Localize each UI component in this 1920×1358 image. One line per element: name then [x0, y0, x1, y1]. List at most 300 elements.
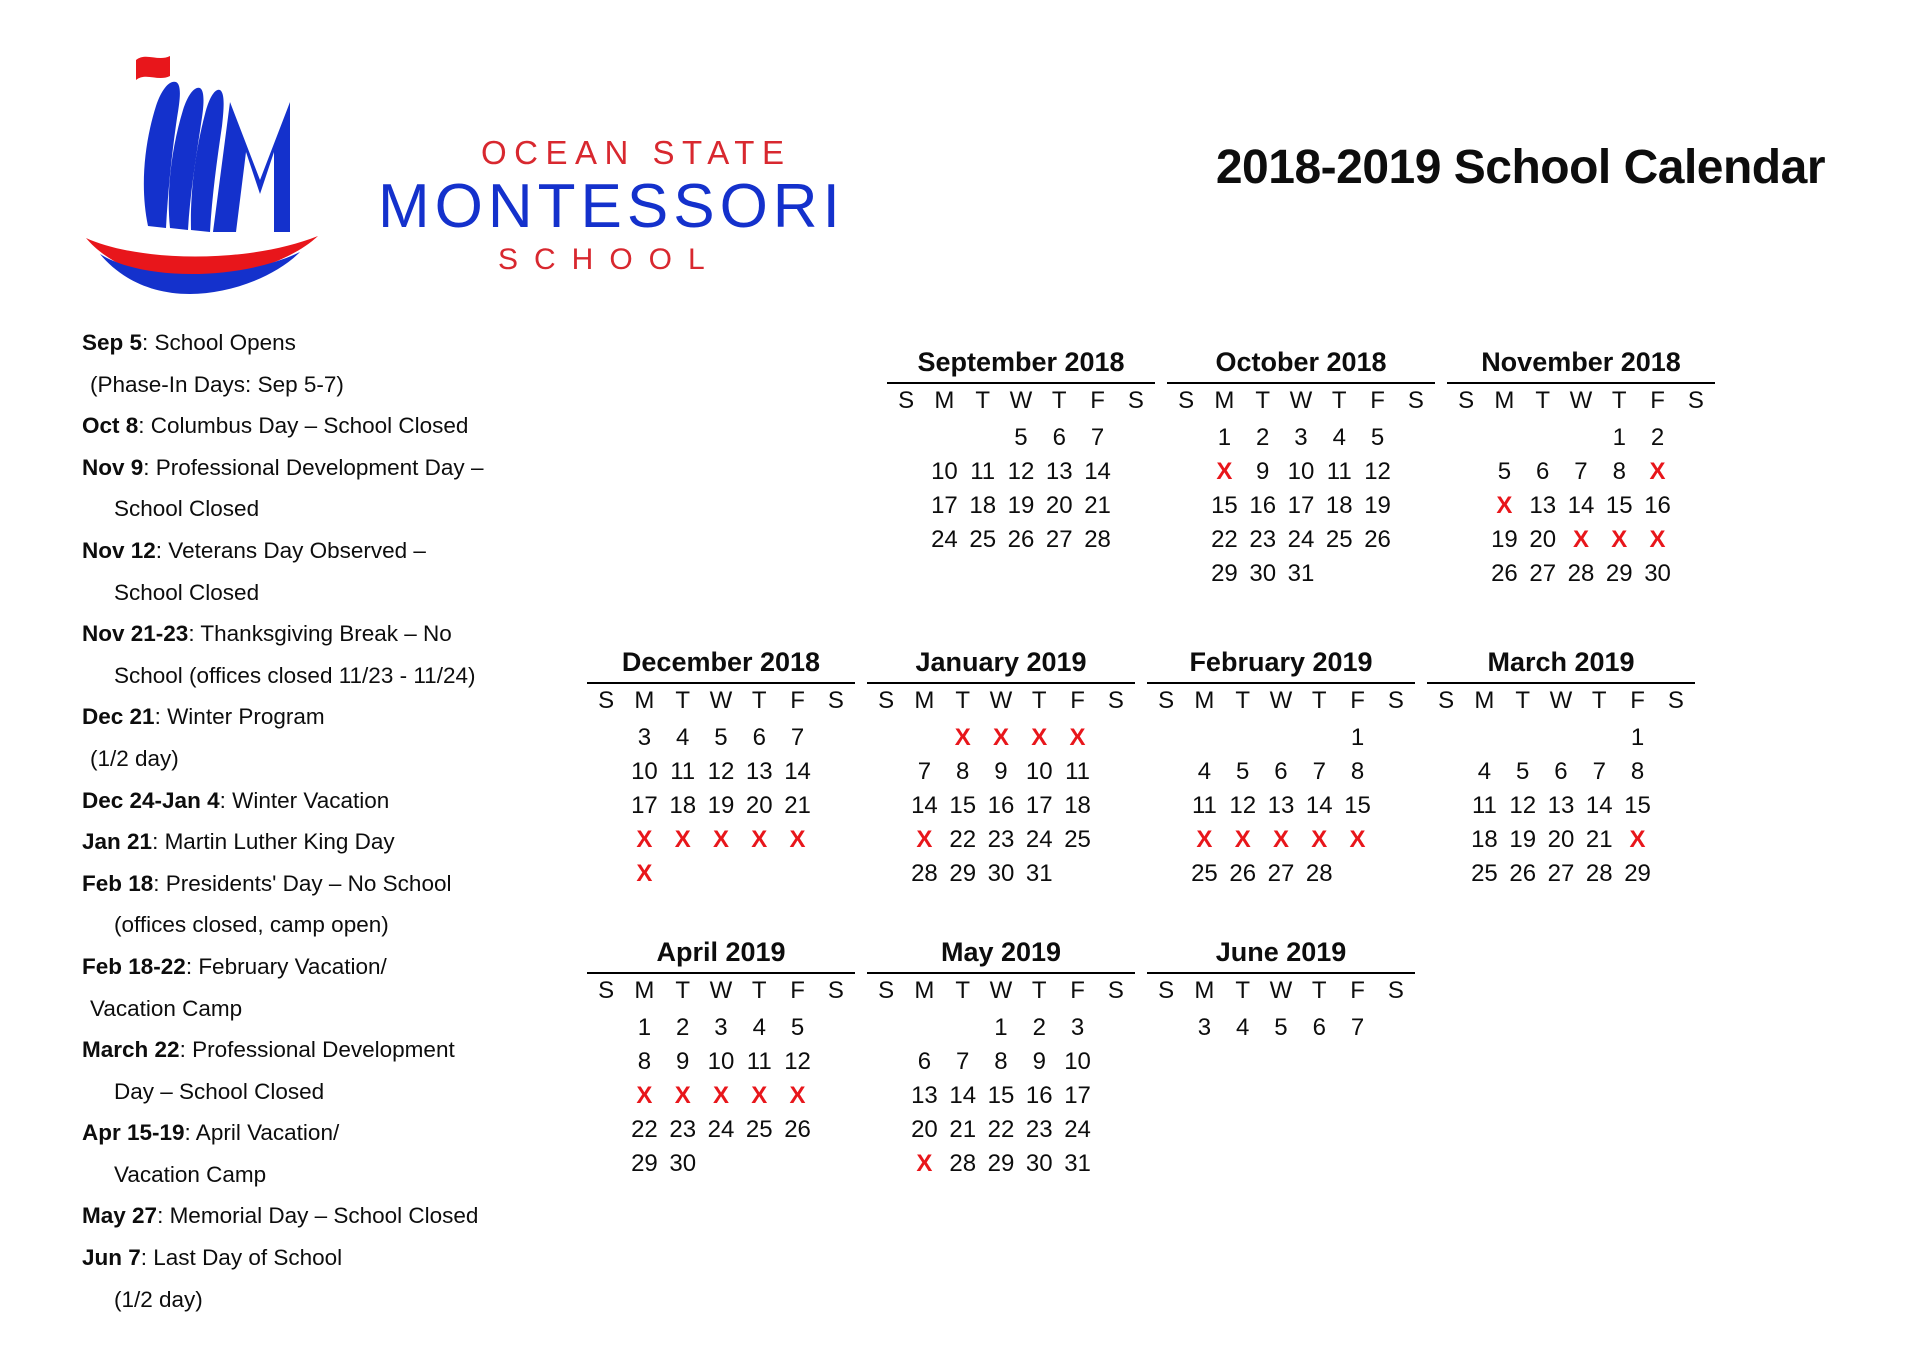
day-cell-closed[interactable]: X — [1216, 458, 1233, 486]
day-cell-empty — [587, 857, 625, 891]
day-cell[interactable]: 29 — [1624, 860, 1651, 888]
day-cell[interactable]: 19 — [707, 792, 735, 820]
day-cell[interactable]: 28 — [1305, 860, 1333, 888]
month-day-grid — [1147, 976, 1415, 1045]
key-date-description: : Veterans Day Observed – — [155, 537, 426, 563]
day-cell[interactable]: 29 — [987, 1150, 1015, 1178]
day-cell[interactable]: 31 — [1025, 860, 1053, 888]
day-cell[interactable]: 23 — [669, 1116, 697, 1144]
day-cell[interactable]: 25 — [969, 526, 997, 554]
day-cell[interactable]: 19 — [1491, 526, 1518, 554]
day-cell[interactable]: 4 — [1332, 424, 1346, 452]
day-cell[interactable]: 22 — [949, 826, 977, 854]
day-cell-closed[interactable]: X — [1649, 526, 1666, 554]
day-cell[interactable]: 28 — [1567, 560, 1595, 588]
day-cell-empty — [587, 721, 625, 755]
day-cell-empty — [1167, 523, 1205, 557]
weekday-header: T — [1311, 687, 1327, 715]
day-cell[interactable]: 10 — [707, 1048, 735, 1076]
day-cell-closed[interactable]: X — [1272, 826, 1289, 854]
day-cell[interactable]: 13 — [911, 1082, 938, 1110]
day-cell-closed[interactable]: X — [992, 724, 1009, 752]
weekday-header: S — [1127, 387, 1144, 415]
day-cell[interactable]: 17 — [1025, 792, 1053, 820]
week-row — [887, 455, 1155, 489]
day-cell-empty — [1097, 1011, 1135, 1045]
day-cell[interactable]: 25 — [1064, 826, 1091, 854]
day-cell-empty — [1447, 421, 1485, 455]
day-cell[interactable]: 10 — [1064, 1048, 1091, 1076]
day-cell-closed[interactable]: X — [789, 1082, 806, 1110]
day-cell-closed[interactable]: X — [1234, 826, 1251, 854]
day-cell[interactable]: 28 — [1585, 860, 1613, 888]
day-cell[interactable]: 7 — [1574, 458, 1588, 486]
day-cell-closed[interactable]: X — [751, 826, 768, 854]
day-cell[interactable]: 2 — [1032, 1014, 1046, 1042]
weekday-header: F — [1070, 977, 1085, 1005]
day-cell[interactable]: 20 — [1529, 526, 1557, 554]
day-cell-empty — [1185, 721, 1223, 755]
day-cell[interactable]: 23 — [1025, 1116, 1053, 1144]
day-cell-closed[interactable]: X — [636, 826, 653, 854]
day-cell-empty — [867, 857, 905, 891]
day-cell-closed[interactable]: X — [636, 860, 653, 888]
day-cell-empty — [1504, 721, 1542, 755]
day-cell[interactable]: 14 — [1585, 792, 1613, 820]
day-cell[interactable]: 5 — [1274, 1014, 1288, 1042]
day-cell[interactable]: 27 — [1529, 560, 1557, 588]
day-cell[interactable]: 17 — [1064, 1082, 1091, 1110]
day-cell-closed[interactable]: X — [1196, 826, 1213, 854]
day-cell[interactable]: 12 — [707, 758, 735, 786]
weekday-header: S — [598, 977, 615, 1005]
day-cell[interactable]: 5 — [1236, 758, 1250, 786]
day-cell-empty — [1262, 721, 1300, 755]
day-cell[interactable]: 13 — [1267, 792, 1295, 820]
day-cell[interactable]: 13 — [1045, 458, 1073, 486]
day-cell-closed[interactable]: X — [751, 1082, 768, 1110]
day-cell[interactable]: 3 — [1197, 1014, 1212, 1042]
day-cell[interactable]: 1 — [1217, 424, 1232, 452]
day-cell[interactable]: 30 — [987, 860, 1015, 888]
weekday-header-row — [1167, 386, 1435, 421]
day-cell[interactable]: 6 — [752, 724, 766, 752]
key-date-description: (offices closed, camp open) — [114, 912, 389, 938]
day-cell[interactable]: 6 — [1536, 458, 1550, 486]
day-cell-empty — [1397, 489, 1435, 523]
day-cell-closed[interactable]: X — [789, 826, 806, 854]
week-row — [587, 1113, 855, 1147]
day-cell-empty — [587, 1113, 625, 1147]
day-cell[interactable]: 16 — [1249, 492, 1277, 520]
day-cell[interactable]: 3 — [1070, 1014, 1085, 1042]
weekday-header: S — [827, 687, 844, 715]
month-block — [1147, 648, 1415, 891]
day-cell[interactable]: 13 — [745, 758, 773, 786]
day-cell[interactable]: 5 — [1497, 458, 1512, 486]
day-cell[interactable]: 5 — [1014, 424, 1028, 452]
day-cell-empty — [887, 523, 925, 557]
day-cell[interactable]: 26 — [1509, 860, 1537, 888]
day-cell[interactable]: 7 — [1312, 758, 1326, 786]
weekday-header: T — [1031, 977, 1047, 1005]
day-cell[interactable]: 7 — [1090, 424, 1105, 452]
day-cell[interactable]: 5 — [1370, 424, 1385, 452]
weekday-header: T — [1235, 687, 1251, 715]
day-cell[interactable]: 27 — [1547, 860, 1575, 888]
day-cell[interactable]: 13 — [1547, 792, 1575, 820]
key-date-label: May 27 — [82, 1203, 158, 1229]
day-cell[interactable]: 21 — [784, 792, 811, 820]
day-cell[interactable]: 4 — [1236, 1014, 1250, 1042]
day-cell[interactable]: 8 — [637, 1048, 652, 1076]
week-row — [867, 789, 1135, 823]
month-title-divider — [1427, 682, 1695, 684]
day-cell-empty — [1117, 489, 1155, 523]
day-cell[interactable]: 3 — [1294, 424, 1308, 452]
day-cell[interactable]: 1 — [994, 1014, 1008, 1042]
day-cell-closed[interactable]: X — [916, 826, 933, 854]
week-row — [1147, 721, 1415, 755]
day-cell-empty — [1677, 421, 1715, 455]
day-cell[interactable]: 19 — [1509, 826, 1537, 854]
day-cell[interactable]: 25 — [1325, 526, 1353, 554]
key-date-description: : Professional Development — [179, 1037, 455, 1063]
day-cell[interactable]: 1 — [1350, 724, 1365, 752]
day-cell[interactable]: 29 — [1605, 560, 1633, 588]
day-cell[interactable]: 29 — [631, 1150, 658, 1178]
day-cell[interactable]: 11 — [746, 1048, 772, 1076]
day-cell-empty — [1377, 857, 1415, 891]
week-row — [1167, 455, 1435, 489]
weekday-header-row — [887, 386, 1155, 421]
day-cell[interactable]: 1 — [637, 1014, 652, 1042]
day-cell[interactable]: 10 — [1025, 758, 1053, 786]
day-cell[interactable]: 9 — [1256, 458, 1270, 486]
day-cell[interactable]: 14 — [784, 758, 811, 786]
day-cell-empty — [1377, 721, 1415, 755]
day-cell[interactable]: 14 — [1305, 792, 1333, 820]
day-cell[interactable]: 20 — [745, 792, 773, 820]
week-row — [587, 1045, 855, 1079]
day-cell[interactable]: 1 — [1612, 424, 1626, 452]
day-cell[interactable]: 14 — [1567, 492, 1595, 520]
day-cell[interactable]: 11 — [1471, 792, 1497, 820]
day-cell[interactable]: 26 — [784, 1116, 811, 1144]
key-date-description: School Closed — [114, 496, 260, 522]
day-cell-empty — [887, 455, 925, 489]
weekday-header-row — [1447, 386, 1715, 421]
key-date-label: March 22 — [82, 1037, 180, 1063]
day-cell-empty — [1427, 789, 1465, 823]
day-cell[interactable]: 18 — [969, 492, 997, 520]
key-date-description: School Closed — [114, 579, 260, 605]
day-cell[interactable]: 30 — [1025, 1150, 1053, 1178]
day-cell-empty — [1485, 421, 1523, 455]
day-cell-empty — [1058, 857, 1096, 891]
month-day-grid — [867, 976, 1135, 1181]
month-day-grid — [587, 976, 855, 1181]
day-cell-empty — [587, 1147, 625, 1181]
weekday-header: F — [1650, 387, 1665, 415]
weekday-header: F — [1070, 687, 1085, 715]
day-cell-closed[interactable]: X — [1311, 826, 1328, 854]
key-date-label: Nov 9 — [82, 454, 144, 480]
day-cell[interactable]: 5 — [790, 1014, 805, 1042]
day-cell[interactable]: 24 — [1287, 526, 1315, 554]
day-cell[interactable]: 14 — [949, 1082, 977, 1110]
day-cell-empty — [867, 1045, 905, 1079]
weekday-header: T — [675, 977, 691, 1005]
day-cell[interactable]: 11 — [1065, 758, 1090, 786]
day-cell-empty — [1562, 421, 1600, 455]
day-cell[interactable]: 20 — [911, 1116, 938, 1144]
day-cell[interactable]: 6 — [917, 1048, 932, 1076]
key-date-label: Dec 21 — [82, 704, 155, 730]
day-cell-closed[interactable]: X — [1031, 724, 1048, 752]
day-cell[interactable]: 25 — [1471, 860, 1498, 888]
logo-line-school: SCHOOL — [498, 242, 721, 276]
month-title: November 2018 — [1481, 347, 1681, 377]
day-cell[interactable]: 8 — [1350, 758, 1365, 786]
day-cell-empty — [702, 1147, 740, 1181]
day-cell[interactable]: 22 — [631, 1116, 658, 1144]
day-cell[interactable]: 31 — [1064, 1150, 1091, 1178]
day-cell[interactable]: 15 — [1211, 492, 1238, 520]
day-cell[interactable]: 15 — [987, 1082, 1015, 1110]
day-cell[interactable]: 17 — [931, 492, 958, 520]
day-cell[interactable]: 15 — [1605, 492, 1633, 520]
day-cell[interactable]: 27 — [1267, 860, 1295, 888]
day-cell[interactable]: 21 — [1585, 826, 1613, 854]
day-cell[interactable]: 1 — [1630, 724, 1645, 752]
day-cell[interactable]: 30 — [1249, 560, 1277, 588]
day-cell[interactable]: 30 — [669, 1150, 697, 1178]
day-cell[interactable]: 12 — [1007, 458, 1035, 486]
day-cell[interactable]: 21 — [949, 1116, 977, 1144]
day-cell-closed[interactable]: X — [674, 826, 691, 854]
week-row — [1427, 755, 1695, 789]
day-cell[interactable]: 2 — [1256, 424, 1270, 452]
key-date-description: : Winter Program — [154, 704, 325, 730]
key-date-description: : April Vacation/ — [184, 1120, 340, 1146]
day-cell[interactable]: 18 — [669, 792, 697, 820]
month-block — [867, 938, 1135, 1181]
day-cell[interactable]: 28 — [949, 1150, 977, 1178]
day-cell-closed[interactable]: X — [712, 1082, 729, 1110]
day-cell[interactable]: 17 — [1287, 492, 1315, 520]
day-cell[interactable]: 7 — [790, 724, 805, 752]
week-row — [867, 857, 1135, 891]
day-cell[interactable]: 24 — [931, 526, 958, 554]
day-cell[interactable]: 27 — [1045, 526, 1073, 554]
key-date-label: Jun 7 — [82, 1245, 141, 1271]
day-cell[interactable]: 7 — [956, 1048, 970, 1076]
day-cell[interactable]: 25 — [1191, 860, 1218, 888]
day-cell[interactable]: 7 — [1350, 1014, 1365, 1042]
key-date-label: Nov 12 — [82, 537, 156, 563]
weekday-header: T — [675, 687, 691, 715]
day-cell[interactable]: 30 — [1644, 560, 1671, 588]
day-cell[interactable]: 26 — [1364, 526, 1391, 554]
day-cell-empty — [925, 421, 963, 455]
day-cell[interactable]: 29 — [949, 860, 977, 888]
day-cell[interactable]: 9 — [1032, 1048, 1046, 1076]
month-day-grid — [867, 686, 1135, 891]
week-row — [867, 1045, 1135, 1079]
day-cell[interactable]: 10 — [631, 758, 658, 786]
day-cell-closed[interactable]: X — [1572, 526, 1589, 554]
day-cell[interactable]: 12 — [784, 1048, 811, 1076]
week-row — [867, 1113, 1135, 1147]
day-cell[interactable]: 7 — [917, 758, 932, 786]
day-cell[interactable]: 16 — [1644, 492, 1671, 520]
weekday-header: F — [1090, 387, 1105, 415]
weekday-header: M — [914, 687, 935, 715]
day-cell-closed[interactable]: X — [1069, 724, 1086, 752]
month-title-divider — [867, 682, 1135, 684]
day-cell[interactable]: 10 — [931, 458, 958, 486]
day-cell[interactable]: 7 — [1592, 758, 1606, 786]
day-cell[interactable]: 26 — [1491, 560, 1518, 588]
day-cell-empty — [1097, 1113, 1135, 1147]
week-row — [1147, 755, 1415, 789]
day-cell[interactable]: 3 — [637, 724, 652, 752]
day-cell[interactable]: 6 — [1274, 758, 1288, 786]
day-cell-closed[interactable]: X — [674, 1082, 691, 1110]
day-cell[interactable]: 20 — [1547, 826, 1575, 854]
day-cell[interactable]: 23 — [987, 826, 1015, 854]
weekday-header-row — [867, 686, 1135, 721]
day-cell[interactable]: 12 — [1229, 792, 1257, 820]
day-cell[interactable]: 25 — [745, 1116, 773, 1144]
day-cell[interactable]: 20 — [1045, 492, 1073, 520]
day-cell-empty — [1097, 857, 1135, 891]
day-cell[interactable]: 8 — [1612, 458, 1626, 486]
day-cell-empty — [1147, 857, 1185, 891]
day-cell[interactable]: 26 — [1007, 526, 1035, 554]
weekday-header: T — [1611, 387, 1627, 415]
day-cell[interactable]: 21 — [1084, 492, 1111, 520]
day-cell[interactable]: 9 — [676, 1048, 690, 1076]
day-cell-closed[interactable]: X — [1349, 826, 1366, 854]
day-cell[interactable]: 11 — [1326, 458, 1352, 486]
day-cell[interactable]: 6 — [1312, 1014, 1326, 1042]
day-cell[interactable]: 5 — [1516, 758, 1530, 786]
month-title-divider — [1167, 382, 1435, 384]
day-cell[interactable]: 15 — [1624, 792, 1651, 820]
day-cell[interactable]: 29 — [1211, 560, 1238, 588]
day-cell-empty — [1097, 789, 1135, 823]
day-cell[interactable]: 13 — [1529, 492, 1557, 520]
day-cell[interactable]: 23 — [1249, 526, 1277, 554]
day-cell[interactable]: 11 — [970, 458, 996, 486]
day-cell-closed[interactable]: X — [1629, 826, 1646, 854]
day-cell-closed[interactable]: X — [1611, 526, 1628, 554]
day-cell[interactable]: 10 — [1287, 458, 1315, 486]
day-cell[interactable]: 28 — [911, 860, 938, 888]
day-cell[interactable]: 22 — [987, 1116, 1015, 1144]
day-cell[interactable]: 24 — [1025, 826, 1053, 854]
day-cell-empty — [867, 721, 905, 755]
weekday-header: W — [1269, 977, 1293, 1005]
day-cell[interactable]: 16 — [1025, 1082, 1053, 1110]
day-cell[interactable]: 19 — [1364, 492, 1391, 520]
month-title: September 2018 — [917, 347, 1125, 377]
day-cell[interactable]: 4 — [676, 724, 690, 752]
day-cell[interactable]: 3 — [714, 1014, 728, 1042]
day-cell-closed[interactable]: X — [954, 724, 971, 752]
week-row — [887, 489, 1155, 523]
day-cell[interactable]: 26 — [1229, 860, 1257, 888]
day-cell-empty — [1397, 557, 1435, 591]
day-cell[interactable]: 11 — [670, 758, 696, 786]
day-cell[interactable]: 4 — [1477, 758, 1492, 786]
day-cell-closed[interactable]: X — [1496, 492, 1513, 520]
weekday-header: T — [751, 687, 767, 715]
day-cell[interactable]: 4 — [752, 1014, 766, 1042]
day-cell[interactable]: 8 — [956, 758, 970, 786]
weekday-header-row — [1147, 686, 1415, 721]
day-cell-closed[interactable]: X — [1649, 458, 1666, 486]
day-cell[interactable]: 6 — [1052, 424, 1066, 452]
day-cell[interactable]: 18 — [1064, 792, 1091, 820]
weekday-header: W — [1289, 387, 1313, 415]
day-cell-closed[interactable]: X — [636, 1082, 653, 1110]
day-cell[interactable]: 5 — [714, 724, 728, 752]
day-cell-closed[interactable]: X — [712, 826, 729, 854]
day-cell-empty — [1427, 857, 1465, 891]
day-cell[interactable]: 9 — [994, 758, 1008, 786]
week-row — [1167, 523, 1435, 557]
day-cell-closed[interactable]: X — [916, 1150, 933, 1178]
day-cell-empty — [1224, 721, 1262, 755]
day-cell[interactable]: 22 — [1211, 526, 1238, 554]
key-date-label: Oct 8 — [82, 413, 139, 439]
weekday-header-row — [867, 976, 1135, 1011]
day-cell[interactable]: 14 — [1084, 458, 1111, 486]
day-cell[interactable]: 18 — [1325, 492, 1353, 520]
day-cell[interactable]: 2 — [676, 1014, 690, 1042]
day-cell[interactable]: 31 — [1287, 560, 1315, 588]
key-date-description: : Winter Vacation — [219, 787, 390, 813]
day-cell[interactable]: 16 — [987, 792, 1015, 820]
day-cell[interactable]: 17 — [631, 792, 658, 820]
weekday-header: W — [1549, 687, 1573, 715]
day-cell[interactable]: 14 — [911, 792, 938, 820]
weekday-header: T — [1051, 387, 1067, 415]
day-cell-empty — [1117, 523, 1155, 557]
day-cell[interactable]: 15 — [949, 792, 977, 820]
day-cell-empty — [817, 1045, 855, 1079]
weekday-header-row — [1147, 976, 1415, 1011]
day-cell[interactable]: 12 — [1364, 458, 1391, 486]
day-cell[interactable]: 24 — [1064, 1116, 1091, 1144]
day-cell[interactable]: 8 — [1630, 758, 1645, 786]
day-cell[interactable]: 11 — [1191, 792, 1217, 820]
day-cell[interactable]: 8 — [994, 1048, 1008, 1076]
key-date-label: Feb 18 — [82, 870, 154, 896]
day-cell[interactable]: 12 — [1509, 792, 1537, 820]
day-cell[interactable]: 18 — [1471, 826, 1498, 854]
day-cell[interactable]: 4 — [1197, 758, 1212, 786]
day-cell[interactable]: 28 — [1084, 526, 1111, 554]
day-cell[interactable]: 2 — [1650, 424, 1665, 452]
day-cell[interactable]: 6 — [1554, 758, 1568, 786]
day-cell[interactable]: 19 — [1007, 492, 1035, 520]
day-cell[interactable]: 24 — [707, 1116, 735, 1144]
day-cell[interactable]: 15 — [1344, 792, 1371, 820]
